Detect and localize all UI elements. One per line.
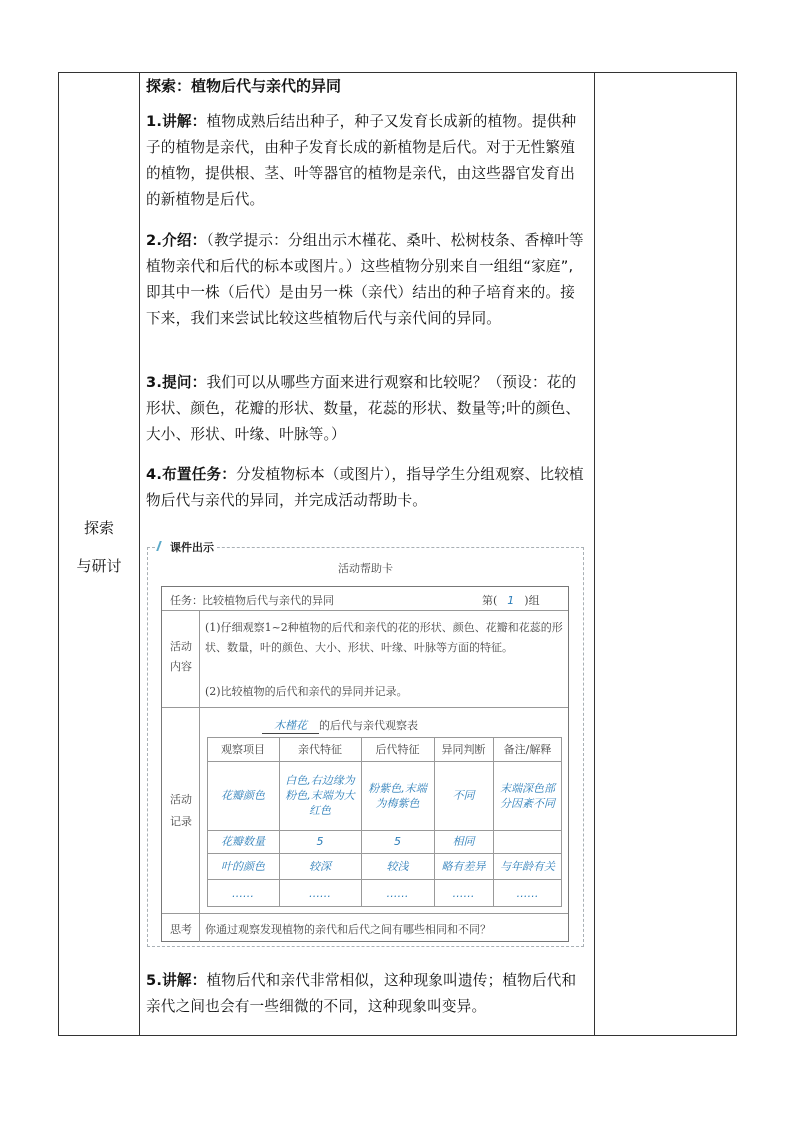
observation-table (207, 737, 562, 907)
task-label: 任务： (170, 594, 203, 607)
column-divider (594, 73, 595, 1035)
table-header: 异同判断 (441, 742, 486, 756)
badge-label: 课件出示 (170, 541, 214, 554)
paragraph-text: （教学提示：分组出示木槿花、桑叶、松树枝条、香樟叶等植物亲代和后代的标本或图片。）这些植物分别来自一组组“家庭”,即其中一株（后代）是由另一株（亲代）结出的种子培育来的。接下来，我们来尝试比较这些植物后代与亲代间的异同。 (146, 232, 584, 327)
courseware-box (147, 541, 584, 947)
observation-table-title (262, 717, 418, 734)
table-header: 观察项目 (221, 742, 265, 756)
row-divider (162, 707, 568, 708)
content-label: 活动内容 (170, 640, 192, 673)
table-cell: 白色,右边缘为粉色,末端为大红色 (285, 774, 355, 817)
paragraph-lead: 1.讲解： (146, 113, 207, 130)
table-cell: 粉紫色,末端为梅紫色 (368, 781, 427, 810)
paragraph-lead: 5.讲解： (146, 972, 207, 989)
table-cell: 花瓣颜色 (221, 789, 265, 802)
paragraph-lead: 4.布置任务： (146, 466, 237, 483)
paragraph-text: 我们可以从哪些方面来进行观察和比较呢？（预设：花的形状、颜色，花瓣的形状、数量，花蕊的形状、数量等;叶的颜色、大小、形状、叶缘、叶脉等。） (146, 374, 581, 443)
section-label-line1: 探索 (83, 519, 114, 537)
table-header: 备注/解释 (503, 742, 552, 756)
table-header: 亲代特征 (298, 742, 342, 756)
table-cell: 不同 (452, 789, 475, 802)
row-divider (162, 913, 568, 914)
table-cell: …… (232, 886, 254, 900)
table-cell (493, 830, 562, 853)
section-label-line2: 与研讨 (76, 557, 122, 575)
table-cell: 较浅 (386, 859, 409, 873)
column-divider (139, 73, 140, 1035)
think-label: 思考 (170, 923, 192, 936)
section-label-cell (59, 73, 139, 1035)
col-divider (199, 610, 200, 942)
table-cell: …… (309, 886, 331, 900)
table-cell: 相同 (452, 835, 475, 848)
table-cell: …… (452, 886, 475, 900)
table-title-suffix: 的后代与亲代观察表 (319, 719, 418, 732)
table-cell: 花瓣数量 (221, 835, 265, 848)
card-title: 活动帮助卡 (338, 562, 393, 575)
paragraph-lead: 3.提问： (146, 374, 207, 391)
think-text: 你通过观察发现植物的亲代和后代之间有哪些相同和不同？ (205, 923, 491, 936)
activity-help-card (161, 586, 569, 942)
courseware-badge (156, 539, 217, 555)
task-text: 比较植物后代与亲代的异同 (202, 594, 334, 607)
group-number: 第( 1 )组 (482, 594, 540, 607)
table-cell: 末端深色部分因紊不同 (500, 781, 555, 810)
record-label: 活动记录 (170, 793, 192, 828)
lesson-table (58, 72, 737, 1036)
table-cell: 略有差异 (441, 859, 486, 873)
table-cell: …… (516, 886, 539, 900)
paragraph-text: 植物成熟后结出种子，种子又发育长成新的植物。提供种子的植物是亲代，由种子发育长成的新植物是后代。对于无性繁殖的植物，提供根、茎、叶等器官的植物是亲代，由这些器官发育出的新植物是后代。 (146, 113, 577, 208)
badge-icon (156, 541, 171, 551)
table-cell: 较深 (309, 859, 331, 873)
plant-name: 木槿花 (262, 717, 319, 734)
section-heading: 探索：植物后代与亲代的异同 (146, 77, 342, 95)
paragraph-5 (146, 968, 588, 1020)
paragraph-text: 植物后代和亲代非常相似，这种现象叫遗传；植物后代和亲代之间也会有一些细微的不同，这种现象叫变异。 (146, 972, 577, 1015)
table-cell: 5 (394, 835, 401, 848)
paragraph-3 (146, 370, 588, 448)
paragraph-2 (146, 228, 588, 332)
paragraph-4 (146, 462, 588, 514)
table-cell: …… (386, 886, 409, 900)
paragraph-1 (146, 109, 588, 213)
paragraph-text: 分发植物标本（或图片），指导学生分组观察、比较植物后代与亲代的异同，并完成活动帮助卡。 (146, 466, 584, 509)
table-cell: 与年龄有关 (500, 859, 555, 873)
paragraph-lead: 2.介绍： (146, 232, 207, 249)
table-cell: 叶的颜色 (221, 859, 265, 873)
table-header: 后代特征 (375, 742, 420, 756)
content-line-1: (1)仔细观察1~2种植物的后代和亲代的花的形状、颜色、花瓣和花蕊的形状、数量，叶的颜色、大小、形状、叶缘、叶脉等方面的特征。 (205, 621, 563, 654)
row-divider (162, 610, 568, 611)
content-line-2: (2)比较植物的后代和亲代的异同并记录。 (205, 685, 408, 698)
table-cell: 5 (316, 835, 324, 848)
